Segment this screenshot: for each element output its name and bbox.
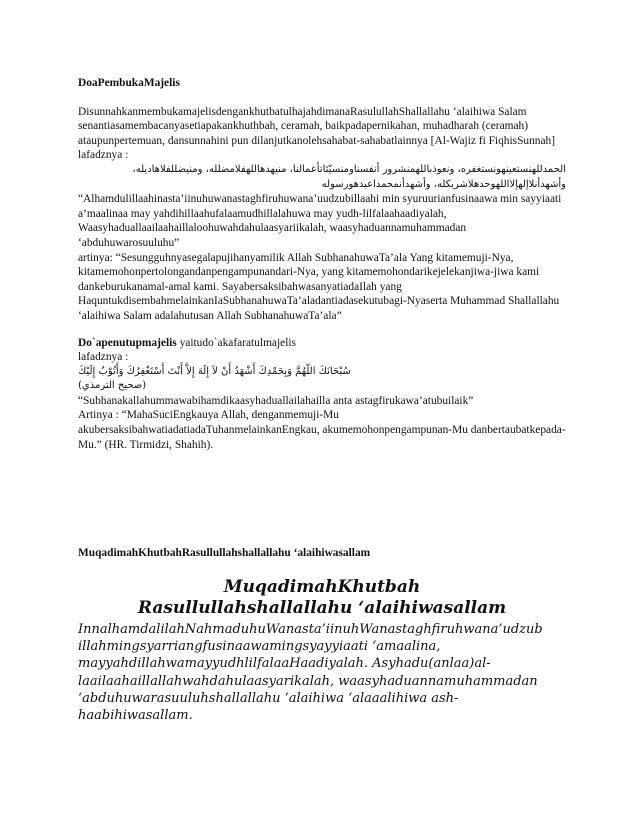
closing-prayer-title-bold: Do`apenutupmajelis	[78, 336, 177, 349]
arabic-text-line: سُبْحَانَكَ اللّهُمَّ وَبِحَمْدِكَ أَشْهَدُ أَنْ لاَ إِلَهَ إِلاَّ أَنْتَ أَسْتَغْفِرُكَ وَأَتُوْبُ إِلَيْكَ	[78, 365, 351, 377]
transliteration-paragraph: “Subhanakallahummawabihamdikaasyhaduallailahailla anta astagfirukawa’atubuilaik”	[78, 394, 474, 407]
document-body	[78, 76, 566, 452]
lafadz-label: lafadznya :	[78, 149, 129, 162]
transliteration-paragraph: “Alhamdulillaahinasta’iinuhuwanastaghfiruhuwana’uudzubillaahi min syuruurianfusinaawa min sayyiaati a’maalinaa may yahdihillaahufalaamudhillalahuwa may yudh-lilfalaahaadiyalah, Waasyhaduallaailaahaillaloohuwahdahulaasyariikalah, waasyhaduannamuhammadan ‘abduhuwarosuuluhu”	[78, 193, 562, 249]
section-title-closing-prayer	[78, 336, 566, 351]
section-title-opening-prayer: DoaPembukaMajelis	[78, 77, 180, 89]
script-title-line: Rasullullahshallallahu ‘alaihiwasallam	[137, 598, 507, 618]
translation-paragraph: artinya: “Sesungguhnyasegalapujihanyamilik Allah SubhanahuwaTa’ala Yang kitamemuji-Nya, kitamemohonpertolongandanpengampunandari-Nya, yang kitamemohondarikejelekanjiwa-jiwa kami dankeburukanamal-amal kami. Sayabersaksibahwasanyatiada​Ilah yang HaquntukdisembahmelainkanIaSubhanahuwaTa’aladantiadasekutubagi-Nyaserta Muhammad Shallallahu ‘alaihiwa Salam adalahutusan Allah SubhanahuwaTa’ala”	[78, 251, 560, 322]
translation-paragraph: Artinya : “MahaSuciEngkauya Allah, denganmemuji-Mu akubersaksibahwatiadatiadaTuhanmelainkanEngkau, akumemohonpengampunan-Mu danbertaubatkepada-Mu.” (HR. Tirmidzi, Shahih).	[78, 409, 566, 451]
decorative-script-block	[78, 577, 566, 724]
script-body-text: InnalhamdalilahNahmaduhuWanasta’iinuhWanastaghfiruhwana’udzub illahmingsyarriangfusinaawamingsyayyiaati ‘amaalina, mayyahdillahwamayyudhlilfalaaHaadiyalah. Asyhadu(anlaa)al-laailaahaillallahwahdahulaasyarikalah, waasyhaduannamuhammadan ‘abduhuwarasuuluhshallallahu ‘alaihiwa ‘alaaalihiwa ash-haabihiwasallam.	[78, 622, 543, 724]
closing-prayer-title-rest: yaitudo`akafaratulmajelis	[176, 336, 296, 349]
arabic-text-line: وأشهدأنلاإلهإلااللهوحدهلاشريكله، وأشهدأنمحمداعبدهورسوله	[321, 178, 566, 190]
section-heading-muqadimah: MuqadimahKhutbahRasullullahshallallahu ‘alaihiwasallam	[78, 547, 371, 560]
arabic-citation-line: (صحيح الترمذي)	[78, 380, 147, 392]
script-title-line: MuqadimahKhutbah	[223, 577, 421, 597]
intro-paragraph: Disunnahkanmembukamajelisdengankhutbatulhajahdimana​RasulullahShallallahu ‘alaihiwa Salam senantiasamembacanyasetiapakankhuthbah, ceramah, baikpadapernikahan, muhadharah (ceramah) ataupunpertemuan, dansunnahini pun dilanjutkanolehsahabat-sahabatlainnya [Al-Wajiz fi FiqhisSunnah]	[78, 105, 556, 147]
arabic-text-line: الحمدللهنستعينهونستغفره، ونعوذباللهمنشرور أنفسناومنسيّئاتأعمالنا، منيهدهاللهفلامضلله، ومنيضللفلاهاديله،	[132, 163, 566, 175]
lafadz-label: lafadznya :	[78, 351, 129, 364]
